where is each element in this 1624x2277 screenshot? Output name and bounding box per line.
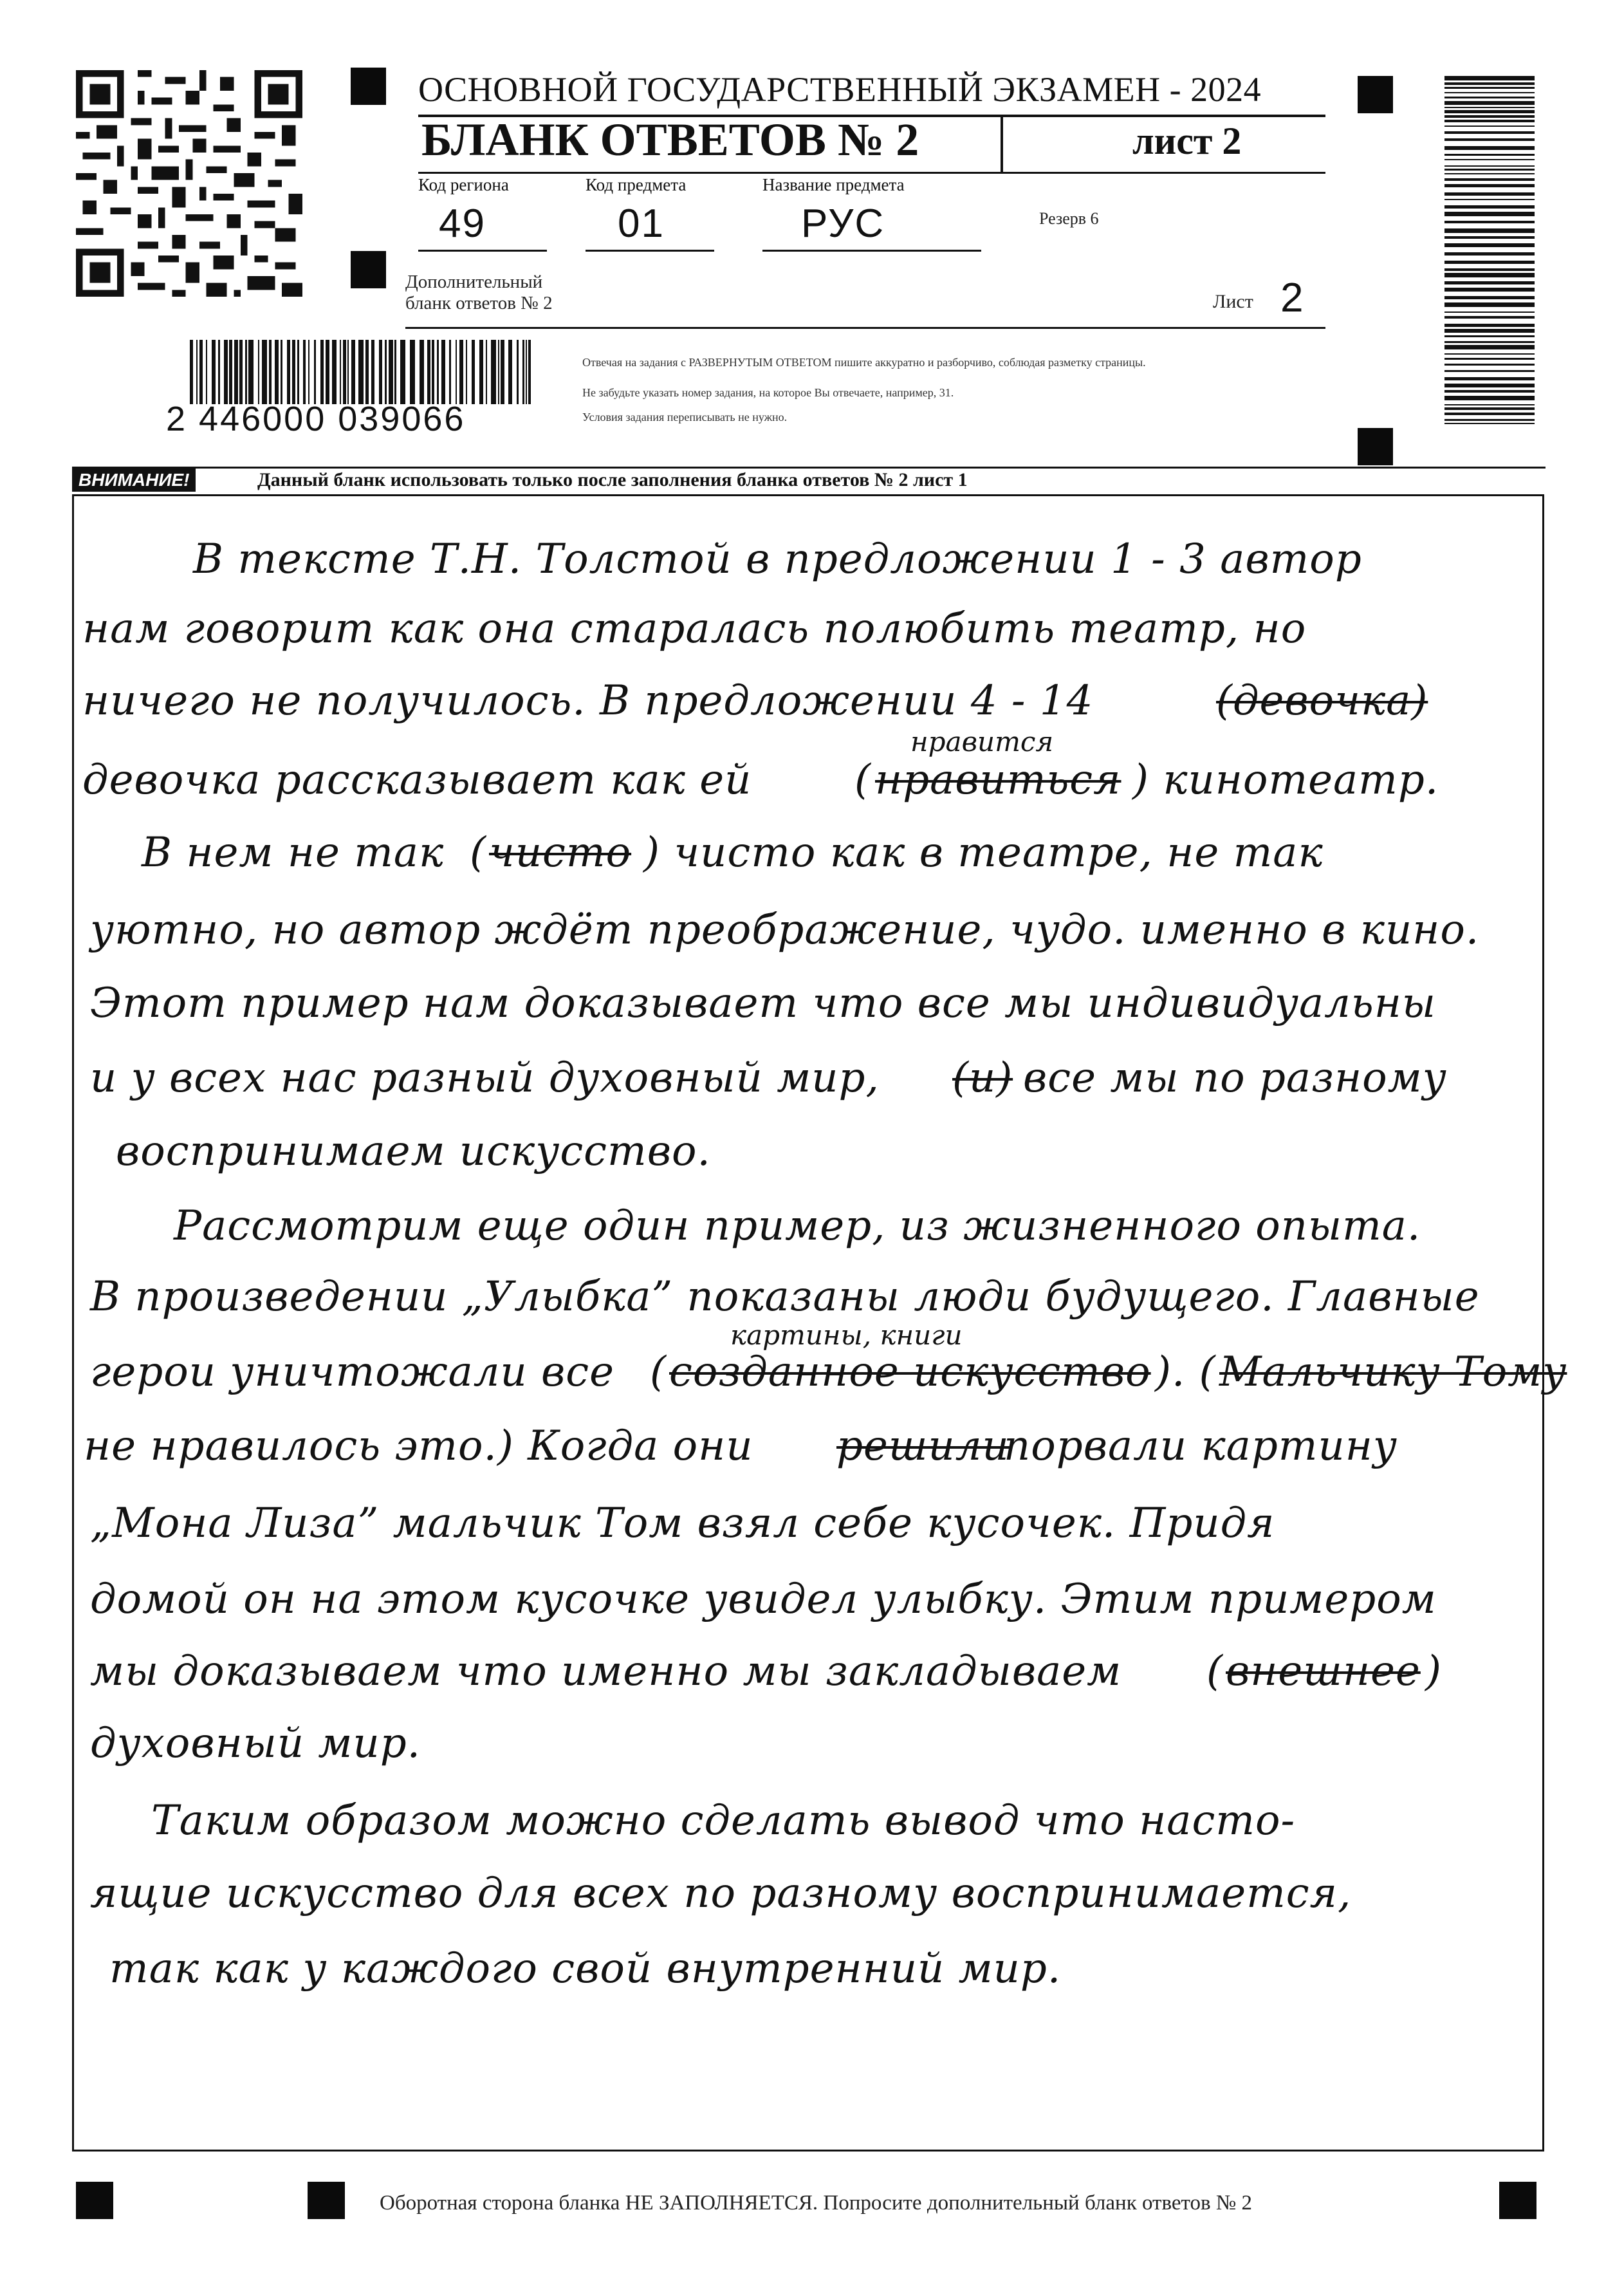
answer-line-16: мы доказываем что именно мы закладываем [90, 1648, 1122, 1695]
form-title: БЛАНК ОТВЕТОВ № 2 [421, 114, 919, 165]
answer-line-12-mid: ). ( [1155, 1348, 1216, 1396]
answer-line-13: не нравилось это.) Когда они [84, 1422, 753, 1470]
answer-line-5-struck: чисто [489, 829, 632, 877]
alignment-marker-right [1358, 428, 1393, 465]
answer-line-3: ничего не получилось. В предложении 4 - 14 [82, 677, 1094, 725]
answer-line-4-tail: ) кинотеатр. [1132, 756, 1439, 804]
answer-line-9: воспринимаем искусство. [116, 1128, 711, 1175]
answer-line-17: духовный мир. [90, 1720, 421, 1767]
region-code-value: 49 [439, 201, 486, 246]
alignment-marker-mid-left [351, 251, 386, 288]
warning-badge: ВНИМАНИЕ! [72, 469, 196, 492]
barcode [190, 340, 531, 404]
alignment-marker-bottom-mid [308, 2182, 345, 2219]
answer-line-19: ящие искусство для всех по разному воспринимается, [90, 1870, 1352, 1917]
additional-form-label-line1: Дополнительный [405, 272, 543, 292]
answer-line-8-struck: (и) [952, 1054, 1013, 1102]
alignment-marker-top-right [1358, 76, 1393, 113]
subject-code-underline [586, 250, 714, 252]
answer-line-5-tail: ) чисто как в театре, не так [643, 829, 1324, 877]
answer-line-16-open: ( [1206, 1648, 1223, 1695]
answer-line-12-struck-2: Мальчику Тому [1219, 1348, 1567, 1396]
instruction-line-2: Не забудьте указать номер задания, на которое Вы отвечаете, например, 31. [582, 386, 954, 399]
answer-line-4: девочка рассказывает как ей [82, 756, 752, 804]
additional-form-label-line2: бланк ответов № 2 [405, 293, 553, 313]
answer-line-11: В произведении „Улыбка” показаны люди будущего. Главные [90, 1273, 1480, 1321]
subject-code-value: 01 [618, 201, 665, 246]
vertical-barcode [1444, 76, 1535, 427]
answer-line-18: Таким образом можно сделать вывод что насто- [151, 1797, 1296, 1845]
sheet-label: лист 2 [1132, 120, 1242, 162]
exam-title: ОСНОВНОЙ ГОСУДАРСТВЕННЫЙ ЭКЗАМЕН - 2024 [418, 70, 1262, 109]
list-number: 2 [1280, 274, 1304, 321]
warning-rule [72, 467, 1546, 469]
list-rule [405, 327, 1325, 329]
barcode-number: 2 446000 039066 [166, 400, 466, 438]
header-rule-bottom [418, 172, 1325, 174]
answer-line-4-open: ( [854, 756, 871, 804]
reserve-label: Резерв 6 [1039, 209, 1099, 228]
alignment-marker-bottom-right [1499, 2182, 1536, 2219]
answer-line-16-struck: внешнее [1226, 1648, 1421, 1695]
region-code-underline [418, 250, 547, 252]
subject-name-label: Название предмета [762, 175, 905, 194]
footer-note: Оборотная сторона бланка НЕ ЗАПОЛНЯЕТСЯ. Попросите дополнительный бланк ответов № 2 [380, 2191, 1253, 2215]
answer-line-12-struck: созданное искусство [669, 1348, 1151, 1396]
answer-line-8-tail: все мы по разному [1023, 1054, 1447, 1102]
alignment-marker-bottom-left [76, 2182, 113, 2219]
answer-line-2: нам говорит как она старалась полюбить театр, но [82, 605, 1307, 653]
subject-code-label: Код предмета [586, 175, 687, 194]
answer-line-4-insert: нравится [910, 726, 1054, 757]
answer-line-14: „Мона Лиза” мальчик Том взял себе кусочек. Придя [90, 1500, 1275, 1547]
answer-line-8: и у всех нас разный духовный мир, [90, 1054, 880, 1102]
list-label: Лист [1213, 291, 1253, 312]
instruction-line-3: Условия задания переписывать не нужно. [582, 411, 788, 423]
additional-form-label [405, 272, 553, 314]
answer-line-1: В тексте Т.Н. Толстой в предложении 1 - 3 автор [193, 535, 1362, 583]
header-separator [1001, 117, 1003, 174]
answer-line-12: герои уничтожали все [90, 1348, 614, 1396]
instruction-line-1: Отвечая на задания с РАЗВЕРНУТЫМ ОТВЕТОМ пишите аккуратно и разборчиво, соблюдая разметку страницы. [582, 356, 1146, 369]
qr-code [76, 64, 302, 302]
alignment-marker-top-left [351, 68, 386, 105]
answer-line-6: уютно, но автор ждёт преображение, чудо. именно в кино. [90, 906, 1480, 954]
answer-line-15: домой он на этом кусочке увидел улыбку. Этим примером [90, 1575, 1437, 1623]
answer-line-3-struck: (девочка) [1216, 677, 1428, 725]
subject-name-underline [762, 250, 981, 252]
answer-line-10: Рассмотрим еще один пример, из жизненного опыта. [174, 1202, 1421, 1250]
answer-line-12-insert: картины, книги [730, 1319, 963, 1351]
answer-line-13-tail: порвали картину [1004, 1422, 1398, 1470]
warning-text: Данный бланк использовать только после заполнения бланка ответов № 2 лист 1 [257, 469, 968, 490]
answer-line-13-struck: решили [836, 1422, 1010, 1470]
answer-line-7: Этот пример нам доказывает что все мы индивидуальны [90, 980, 1436, 1027]
subject-name-value: РУС [801, 201, 885, 246]
region-code-label: Код региона [418, 175, 509, 194]
answer-line-12-open: ( [650, 1348, 667, 1396]
answer-line-5: В нем не так [142, 829, 445, 877]
answer-line-16-close: ) [1425, 1648, 1442, 1695]
answer-line-20: так как у каждого свой внутренний мир. [109, 1945, 1062, 1993]
answer-line-4-struck: нравиться [875, 756, 1121, 804]
answer-line-5-open: ( [470, 829, 486, 877]
